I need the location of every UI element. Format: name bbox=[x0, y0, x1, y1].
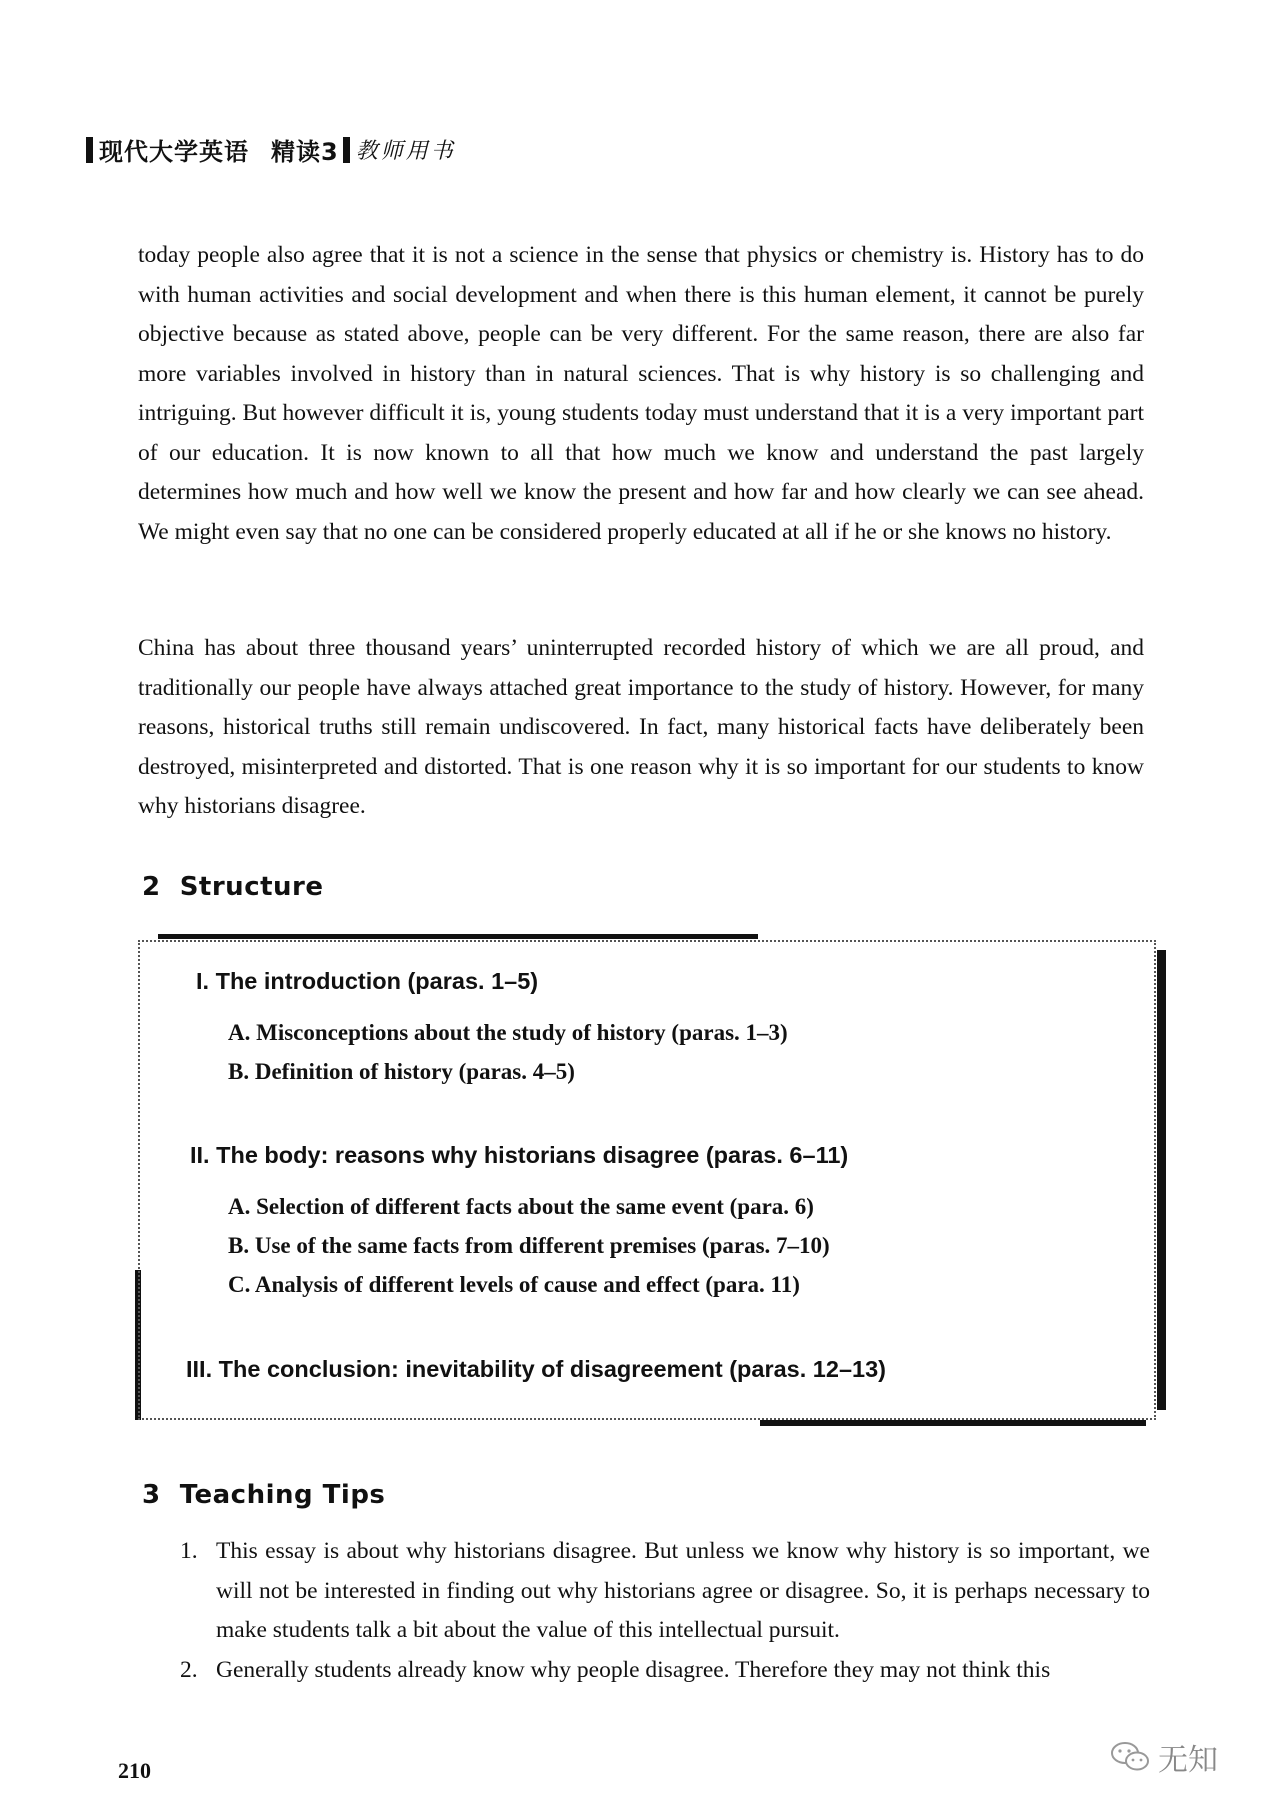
watermark-text: 无知 bbox=[1158, 1743, 1218, 1778]
section-number: 3 bbox=[142, 1480, 161, 1510]
teaching-tip-2 bbox=[180, 1651, 1150, 1691]
teaching-tip-1 bbox=[180, 1532, 1150, 1651]
running-header bbox=[86, 132, 456, 167]
body-paragraph-1: today people also agree that it is not a science in the sense that physics or chemistry is. History has to do with human activities and social development and when there is this human element, it cannot be purely objective because as stated above, people can be very different. For the same reason, there are also far more variables involved in history than in natural sciences. That is why history is so challenging and intriguing. But however difficult it is, young students today must understand that it is a very important part of our education. It is now known to all that how much we know and understand the past largely determines how much and how well we know the present and how far and how clearly we can see ahead. We might even say that no one can be considered properly educated at all if he or she knows no history. bbox=[138, 242, 1144, 545]
book-subtitle: 教师用书 bbox=[355, 139, 456, 164]
page-number: 210 bbox=[118, 1758, 151, 1783]
header-bar-right bbox=[343, 137, 350, 163]
section-structure-heading bbox=[142, 872, 324, 902]
outline-part-2 bbox=[190, 1142, 848, 1169]
outline-item: A. Selection of different facts about the same event (para. 6) bbox=[228, 1194, 814, 1219]
watermark bbox=[1110, 1735, 1218, 1779]
header-bar-left bbox=[86, 137, 93, 163]
outline-numeral: I. bbox=[196, 968, 210, 994]
teaching-tips-list bbox=[180, 1532, 1150, 1690]
outline-item: B. Definition of history (paras. 4–5) bbox=[228, 1059, 575, 1084]
tip-number: 1. bbox=[180, 1538, 198, 1564]
tip-number: 2. bbox=[180, 1656, 198, 1683]
box-border-bottom bbox=[760, 1420, 1146, 1426]
outline-heading: The conclusion: inevitability of disagreement (paras. 12–13) bbox=[218, 1356, 886, 1382]
section-title: Structure bbox=[179, 872, 324, 902]
outline-part-3 bbox=[186, 1356, 886, 1383]
outline-item: C. Analysis of different levels of cause and effect (para. 11) bbox=[228, 1272, 800, 1297]
wechat-icon bbox=[1110, 1740, 1150, 1774]
outline-item: A. Misconceptions about the study of history (paras. 1–3) bbox=[228, 1020, 788, 1045]
section-title: Teaching Tips bbox=[179, 1480, 386, 1510]
outline-heading: The body: reasons why historians disagree (paras. 6–11) bbox=[216, 1142, 849, 1168]
volume-label: 精读3 bbox=[271, 138, 339, 166]
tip-text: Generally students already know why people disagree. Therefore they may not think this bbox=[216, 1656, 1051, 1683]
section-number: 2 bbox=[142, 872, 161, 902]
outline-part-1 bbox=[196, 968, 538, 995]
tip-text: This essay is about why historians disagree. But unless we know why history is so important, we will not be interested in finding out why historians agree or disagree. So, it is perhaps necessary to make students talk a bit about the value of this intellectual pursuit. bbox=[216, 1538, 1150, 1643]
structure-outline-box bbox=[138, 940, 1156, 1420]
outline-item: B. Use of the same facts from different premises (paras. 7–10) bbox=[228, 1233, 830, 1258]
outline-numeral: III. bbox=[186, 1356, 213, 1382]
outline-heading: The introduction (paras. 1–5) bbox=[215, 968, 539, 994]
body-paragraph-2: China has about three thousand years’ uninterrupted recorded history of which we are all proud, and traditionally our people have always attached great importance to the study of history. However, for many reasons, historical truths still remain undiscovered. In fact, many historical facts have deliberately been destroyed, misinterpreted and distorted. That is one reason why it is so important for our students to know why historians disagree. bbox=[138, 635, 1144, 819]
box-border-right bbox=[1157, 950, 1166, 1410]
outline-numeral: II. bbox=[190, 1142, 210, 1168]
box-border-top bbox=[158, 934, 758, 939]
book-title: 现代大学英语 bbox=[99, 138, 249, 166]
section-teaching-tips-heading bbox=[142, 1480, 385, 1510]
